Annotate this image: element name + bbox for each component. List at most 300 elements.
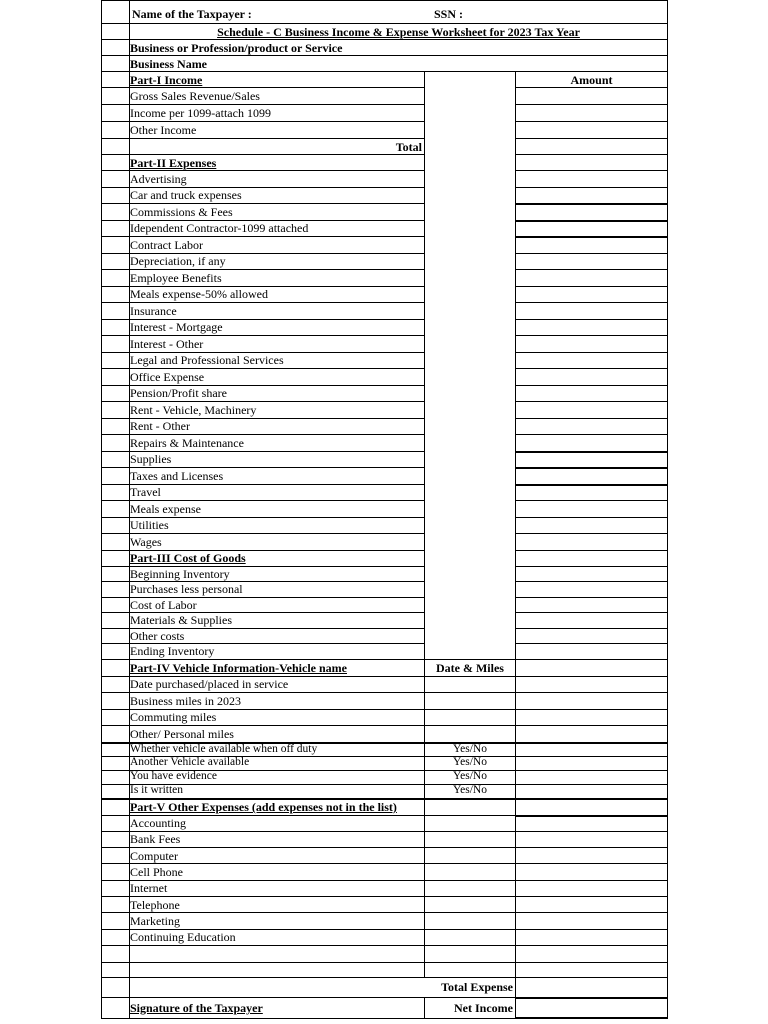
expense-row [101, 302, 668, 319]
expense-item-mid[interactable] [424, 533, 515, 550]
vehicle-row [101, 692, 668, 709]
expense-item-index [101, 385, 129, 402]
other-expense-item-amount[interactable] [515, 929, 668, 945]
title-row [101, 23, 668, 39]
vehicle-yesno-label-text: Another Vehicle available [130, 756, 250, 769]
expense-item-label [129, 236, 424, 253]
cogs-item-label-text: Cost of Labor [130, 597, 197, 612]
other-expense-item-mid[interactable] [424, 863, 515, 879]
expense-item-mid[interactable] [424, 418, 515, 435]
cogs-item-amount[interactable] [515, 566, 668, 582]
vehicle-yesno-label-text: Is it written [130, 784, 184, 797]
income-item-label-text: Other Income [130, 123, 197, 137]
schedule-c-worksheet [101, 0, 668, 1015]
vehicle-item-amount[interactable] [515, 676, 668, 693]
blank-row-1-label [129, 945, 424, 962]
cogs-item-mid[interactable] [424, 597, 515, 613]
other-expense-item-mid[interactable] [424, 880, 515, 896]
expense-row [101, 484, 668, 501]
expense-item-mid[interactable] [424, 451, 515, 468]
vehicle-yesno-amount[interactable] [515, 784, 668, 798]
expense-row [101, 517, 668, 534]
expense-row [101, 500, 668, 517]
other-expense-item-label [129, 831, 424, 847]
other-expense-item-amount[interactable] [515, 847, 668, 863]
signature-label [129, 997, 424, 1018]
vehicle-item-amount[interactable] [515, 692, 668, 709]
expense-item-mid[interactable] [424, 517, 515, 534]
net-income-bottom-border [515, 1017, 668, 1019]
expense-row [101, 220, 668, 237]
expense-item-amount[interactable] [515, 286, 668, 303]
income-item-amount[interactable] [515, 87, 668, 104]
vehicle-item-index [101, 709, 129, 726]
cogs-item-amount[interactable] [515, 612, 668, 628]
expense-item-amount[interactable] [515, 533, 668, 550]
vehicle-item-mid[interactable] [424, 725, 515, 742]
expense-item-amount[interactable] [515, 434, 668, 451]
expense-item-mid[interactable] [424, 467, 515, 484]
expense-item-amount[interactable] [515, 401, 668, 418]
expense-item-label [129, 484, 424, 501]
other-expense-row [101, 912, 668, 928]
blank-row-1-mid[interactable] [424, 945, 515, 962]
part4-heading-amount[interactable] [515, 659, 668, 676]
expense-item-amount[interactable] [515, 335, 668, 352]
expense-item-mid[interactable] [424, 434, 515, 451]
income-item-index [101, 104, 129, 121]
other-expense-row [101, 815, 668, 831]
expense-item-index [101, 170, 129, 187]
other-expense-item-label [129, 863, 424, 879]
vehicle-item-label-text: Other/ Personal miles [130, 726, 234, 741]
expense-item-label [129, 401, 424, 418]
expense-item-mid[interactable] [424, 269, 515, 286]
expense-item-index [101, 253, 129, 270]
expense-item-label [129, 467, 424, 484]
expense-item-label [129, 170, 424, 187]
total-label [129, 138, 424, 154]
other-expense-item-label [129, 880, 424, 896]
expense-item-label [129, 352, 424, 369]
expense-row [101, 401, 668, 418]
blank-row-1-amount[interactable] [515, 945, 668, 962]
income-item-label [129, 87, 424, 104]
income-item-amount[interactable] [515, 121, 668, 138]
cogs-item-index [101, 566, 129, 582]
part4-heading-mid-text: Date & Miles [436, 660, 504, 675]
cogs-item-label [129, 566, 424, 582]
vehicle-yesno-mid [424, 742, 515, 756]
cogs-item-amount[interactable] [515, 597, 668, 613]
vehicle-yesno-mid-text: Yes/No [453, 784, 487, 797]
total-expense-spacer [129, 977, 424, 997]
expense-item-label [129, 434, 424, 451]
other-expense-item-amount[interactable] [515, 815, 668, 831]
part5-heading-amount[interactable] [515, 798, 668, 815]
expense-item-index [101, 269, 129, 286]
signature-row [101, 997, 668, 1018]
expense-row [101, 352, 668, 369]
expense-row [101, 418, 668, 435]
expense-row [101, 385, 668, 402]
vehicle-item-mid[interactable] [424, 692, 515, 709]
part1-heading-index [101, 71, 129, 87]
expense-item-amount[interactable] [515, 236, 668, 253]
cogs-item-label [129, 597, 424, 613]
vehicle-yesno-mid-text: Yes/No [453, 742, 487, 755]
other-expense-row [101, 831, 668, 847]
expense-item-mid[interactable] [424, 335, 515, 352]
expense-item-index [101, 500, 129, 517]
expense-item-label-text: Travel [130, 485, 161, 500]
expense-item-mid[interactable] [424, 170, 515, 187]
expense-item-mid[interactable] [424, 286, 515, 303]
expense-item-amount[interactable] [515, 500, 668, 517]
taxpayer-name-label: Name of the Taxpayer : [132, 7, 252, 21]
vehicle-yesno-row [101, 756, 668, 770]
total-expense-label [424, 977, 515, 997]
expense-item-amount[interactable] [515, 484, 668, 501]
expense-item-amount[interactable] [515, 187, 668, 204]
part4-heading-label [129, 659, 424, 676]
expense-item-index [101, 484, 129, 501]
cogs-item-amount[interactable] [515, 628, 668, 644]
other-expense-item-index [101, 880, 129, 896]
vehicle-item-amount[interactable] [515, 725, 668, 742]
vehicle-yesno-amount[interactable] [515, 756, 668, 770]
expense-item-index [101, 533, 129, 550]
expense-row [101, 335, 668, 352]
income-item-mid[interactable] [424, 87, 515, 104]
vehicle-yesno-row [101, 742, 668, 756]
other-expense-item-mid[interactable] [424, 912, 515, 928]
vehicle-yesno-label [129, 770, 424, 784]
expense-item-index [101, 467, 129, 484]
expense-item-index [101, 451, 129, 468]
expense-item-amount[interactable] [515, 203, 668, 220]
other-expense-item-label [129, 847, 424, 863]
expense-item-amount[interactable] [515, 352, 668, 369]
expense-item-amount[interactable] [515, 368, 668, 385]
expense-item-mid[interactable] [424, 203, 515, 220]
business-name-input[interactable] [424, 55, 668, 71]
part1-heading-mid[interactable] [424, 71, 515, 87]
business-profession-label-text: Business or Profession/product or Service [130, 40, 343, 55]
blank2-amount [515, 962, 668, 977]
cogs-item-index [101, 597, 129, 613]
income-item-mid[interactable] [424, 121, 515, 138]
net-income-label [424, 997, 515, 1018]
expense-row [101, 434, 668, 451]
expense-item-amount[interactable] [515, 170, 668, 187]
vehicle-item-label [129, 676, 424, 693]
expense-row [101, 286, 668, 303]
expense-item-label-text: Contract Labor [130, 237, 203, 252]
expense-item-mid[interactable] [424, 401, 515, 418]
expense-item-index [101, 517, 129, 534]
expense-item-label-text: Utilities [130, 518, 169, 533]
other-expense-item-index [101, 929, 129, 945]
vehicle-yesno-row [101, 784, 668, 798]
expense-row [101, 269, 668, 286]
expense-item-label-text: Advertising [130, 171, 187, 186]
expense-item-label-text: Taxes and Licenses [130, 468, 224, 483]
expense-item-amount[interactable] [515, 220, 668, 237]
part2-heading-amount[interactable] [515, 154, 668, 170]
expense-item-mid[interactable] [424, 253, 515, 270]
expense-item-label [129, 253, 424, 270]
income-row [101, 104, 668, 121]
income-row [101, 87, 668, 104]
part5-heading-index [101, 798, 129, 815]
vehicle-item-label [129, 709, 424, 726]
part1-heading-label [129, 71, 424, 87]
cogs-item-mid[interactable] [424, 643, 515, 659]
expense-item-mid[interactable] [424, 319, 515, 336]
blank-row [101, 945, 668, 962]
cogs-item-mid[interactable] [424, 612, 515, 628]
expense-item-mid[interactable] [424, 187, 515, 204]
part2-heading-mid[interactable] [424, 154, 515, 170]
other-expense-item-amount[interactable] [515, 831, 668, 847]
part3-heading-amount[interactable] [515, 550, 668, 566]
other-expense-item-amount[interactable] [515, 880, 668, 896]
vehicle-yesno-label-text: You have evidence [130, 770, 217, 783]
cogs-row [101, 566, 668, 582]
cogs-item-label-text: Materials & Supplies [130, 613, 232, 628]
other-expense-item-index [101, 847, 129, 863]
header-row [101, 0, 668, 23]
expense-item-label [129, 418, 424, 435]
business-name-row [101, 55, 668, 71]
vehicle-yesno-label [129, 756, 424, 770]
header-index [101, 0, 129, 23]
part1-heading-amount-text: Amount [570, 72, 613, 87]
other-expense-item-index [101, 831, 129, 847]
expense-item-label [129, 500, 424, 517]
cogs-item-mid[interactable] [424, 566, 515, 582]
other-expense-item-index [101, 863, 129, 879]
vehicle-yesno-label [129, 742, 424, 756]
income-item-amount[interactable] [515, 104, 668, 121]
vehicle-yesno-index [101, 784, 129, 798]
vehicle-item-label-text: Business miles in 2023 [130, 693, 242, 708]
expense-row [101, 368, 668, 385]
business-profession-row [101, 39, 668, 55]
part3-heading-mid[interactable] [424, 550, 515, 566]
business-name-label-text: Business Name [130, 56, 208, 71]
blank2-index [101, 962, 129, 977]
expense-item-label-text: Legal and Professional Services [130, 353, 284, 368]
total-expense-label-text: Total Expense [441, 980, 513, 995]
vehicle-item-index [101, 725, 129, 742]
total-mid [424, 138, 515, 154]
expense-item-mid[interactable] [424, 302, 515, 319]
part1-heading-label-text: Part-I Income [130, 72, 203, 87]
expense-item-mid[interactable] [424, 352, 515, 369]
expense-item-label [129, 335, 424, 352]
expense-row [101, 253, 668, 270]
expense-item-amount[interactable] [515, 319, 668, 336]
expense-item-mid[interactable] [424, 236, 515, 253]
title-index [101, 23, 129, 39]
other-expense-item-mid[interactable] [424, 896, 515, 912]
cogs-item-label [129, 628, 424, 644]
other-expense-item-amount[interactable] [515, 863, 668, 879]
part2-heading-row [101, 154, 668, 170]
expense-item-index [101, 203, 129, 220]
expense-item-label [129, 269, 424, 286]
expense-row [101, 187, 668, 204]
total-expense-amount[interactable] [515, 977, 668, 997]
income-item-mid[interactable] [424, 104, 515, 121]
expense-item-mid[interactable] [424, 220, 515, 237]
income-item-label-text: Gross Sales Revenue/Sales [130, 89, 260, 103]
expense-item-amount[interactable] [515, 517, 668, 534]
net-income-label-text: Net Income [454, 1000, 513, 1015]
other-expense-row [101, 880, 668, 896]
expense-item-index [101, 368, 129, 385]
other-expense-item-amount[interactable] [515, 896, 668, 912]
expense-row [101, 319, 668, 336]
expense-item-mid[interactable] [424, 368, 515, 385]
expense-item-index [101, 187, 129, 204]
cogs-item-index [101, 581, 129, 597]
cogs-item-label-text: Other costs [130, 628, 185, 643]
expense-item-label [129, 203, 424, 220]
part5-heading-row [101, 798, 668, 815]
vehicle-item-index [101, 692, 129, 709]
part3-heading-index [101, 550, 129, 566]
cogs-item-label-text: Purchases less personal [130, 582, 243, 597]
expense-item-mid[interactable] [424, 484, 515, 501]
expense-item-label-text: Interest - Other [130, 336, 204, 351]
cogs-item-mid[interactable] [424, 581, 515, 597]
expense-item-label [129, 517, 424, 534]
vehicle-item-mid[interactable] [424, 709, 515, 726]
other-expense-item-mid[interactable] [424, 929, 515, 945]
vehicle-yesno-label [129, 784, 424, 798]
vehicle-item-label [129, 725, 424, 742]
expense-item-index [101, 236, 129, 253]
vehicle-yesno-mid [424, 756, 515, 770]
part4-heading-label-text: Part-IV Vehicle Information-Vehicle name [130, 660, 347, 675]
expense-item-label-text: Repairs & Maintenance [130, 435, 244, 450]
expense-item-amount[interactable] [515, 269, 668, 286]
other-expense-item-label [129, 896, 424, 912]
cogs-row [101, 581, 668, 597]
other-expense-item-mid[interactable] [424, 815, 515, 831]
other-expense-item-mid[interactable] [424, 847, 515, 863]
expense-item-mid[interactable] [424, 385, 515, 402]
expense-item-label-text: Supplies [130, 452, 172, 467]
net-income-amount[interactable] [515, 997, 668, 1018]
expense-item-label [129, 187, 424, 204]
signature-index [101, 997, 129, 1018]
part5-heading-mid[interactable] [424, 798, 515, 815]
cogs-item-amount[interactable] [515, 581, 668, 597]
expense-item-label [129, 451, 424, 468]
signature-label-text: Signature of the Taxpayer [130, 1000, 263, 1015]
other-expense-item-label-text: Continuing Education [130, 930, 236, 945]
expense-item-index [101, 220, 129, 237]
vehicle-yesno-label-text: Whether vehicle available when off duty [130, 742, 318, 755]
other-expense-item-label-text: Cell Phone [130, 865, 183, 880]
expense-row [101, 170, 668, 187]
other-expense-row [101, 863, 668, 879]
income-item-index [101, 121, 129, 138]
vehicle-yesno-amount[interactable] [515, 742, 668, 756]
vehicle-yesno-amount[interactable] [515, 770, 668, 784]
vehicle-yesno-row [101, 770, 668, 784]
blank-row-1-index [101, 945, 129, 962]
income-row [101, 121, 668, 138]
part1-heading-amount [515, 71, 668, 87]
other-expense-item-index [101, 896, 129, 912]
cogs-item-index [101, 612, 129, 628]
blank2-mid [424, 962, 515, 977]
cogs-item-amount[interactable] [515, 643, 668, 659]
vehicle-yesno-index [101, 756, 129, 770]
part2-heading-label-text: Part-II Expenses [130, 155, 217, 170]
expense-item-label-text: Meals expense [130, 501, 201, 516]
income-item-index [101, 87, 129, 104]
vehicle-item-amount[interactable] [515, 709, 668, 726]
vehicle-item-mid[interactable] [424, 676, 515, 693]
expense-item-amount[interactable] [515, 385, 668, 402]
other-expense-item-label [129, 815, 424, 831]
cogs-row [101, 597, 668, 613]
expense-item-index [101, 352, 129, 369]
vehicle-yesno-mid [424, 770, 515, 784]
expense-item-amount[interactable] [515, 451, 668, 468]
expense-row [101, 203, 668, 220]
expense-row [101, 236, 668, 253]
other-expense-item-label-text: Telephone [130, 897, 180, 912]
expense-item-mid[interactable] [424, 500, 515, 517]
cogs-item-mid[interactable] [424, 628, 515, 644]
cogs-item-label-text: Beginning Inventory [130, 566, 230, 581]
vehicle-yesno-mid-text: Yes/No [453, 770, 487, 783]
expense-item-amount[interactable] [515, 253, 668, 270]
expense-item-amount[interactable] [515, 418, 668, 435]
cogs-item-index [101, 628, 129, 644]
business-profession-input[interactable] [424, 39, 668, 55]
expense-item-label-text: Wages [130, 534, 162, 549]
other-expense-item-amount[interactable] [515, 912, 668, 928]
cogs-item-label [129, 612, 424, 628]
part5-heading-label-text: Part-V Other Expenses (add expenses not in the list) [130, 800, 397, 814]
expense-item-label-text: Rent - Other [130, 419, 190, 434]
cogs-item-label [129, 581, 424, 597]
vehicle-item-label [129, 692, 424, 709]
expense-item-label [129, 385, 424, 402]
vehicle-item-label-text: Commuting miles [130, 710, 217, 725]
part1-heading-row [101, 71, 668, 87]
vehicle-item-label-text: Date purchased/placed in service [130, 677, 289, 692]
part3-heading-row [101, 550, 668, 566]
expense-item-label-text: Pension/Profit share [130, 386, 227, 401]
expense-item-amount[interactable] [515, 467, 668, 484]
total-amount[interactable] [515, 138, 668, 154]
taxpayer-ssn-cell [129, 0, 668, 23]
expense-item-amount[interactable] [515, 302, 668, 319]
expense-item-label-text: Rent - Vehicle, Machinery [130, 402, 257, 417]
vehicle-yesno-mid [424, 784, 515, 798]
other-expense-item-mid[interactable] [424, 831, 515, 847]
expense-item-label-text: Car and truck expenses [130, 188, 242, 203]
